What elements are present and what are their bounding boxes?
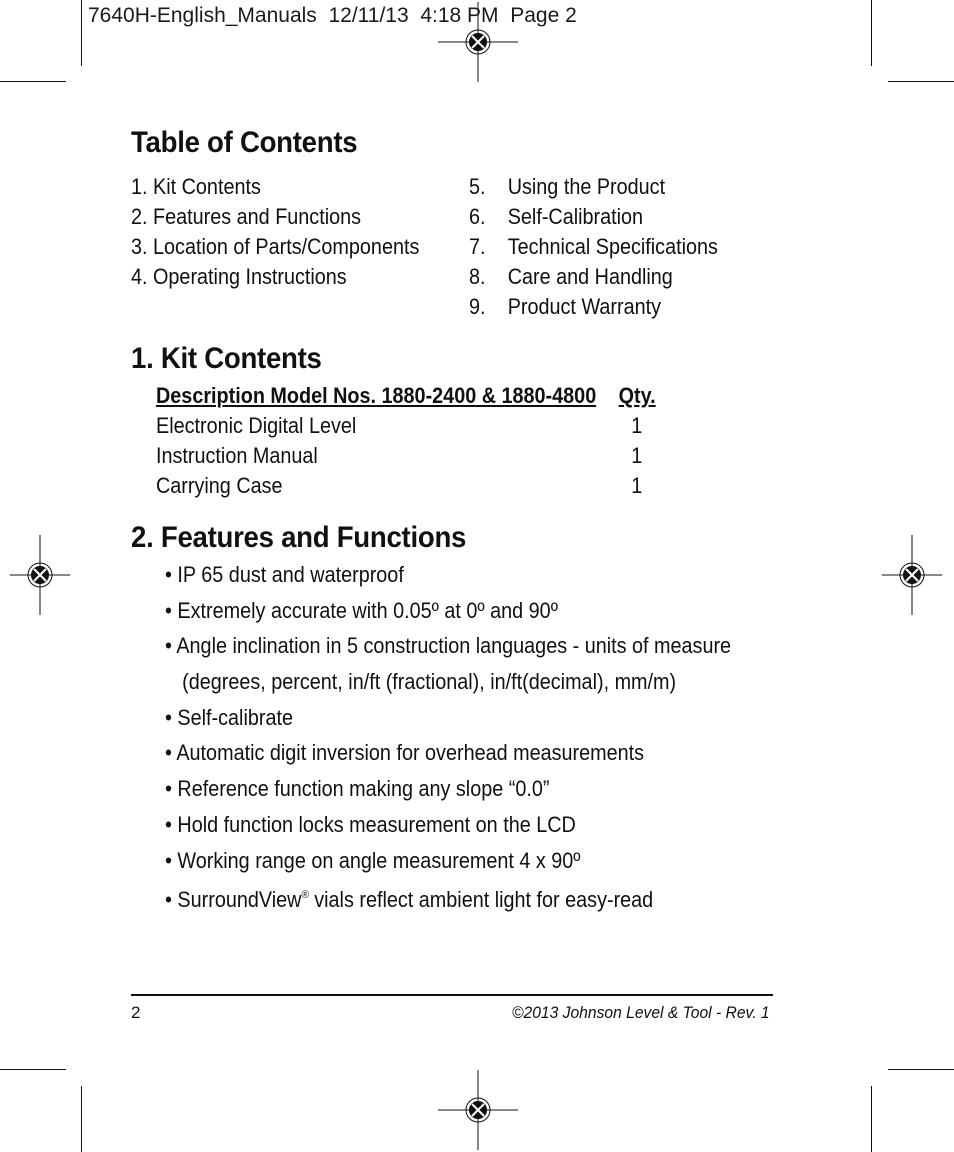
toc-item-number: 6. [469, 204, 486, 229]
list-item-continuation: (degrees, percent, in/ft (fractional), in/ft(decimal), mm/m) [182, 669, 677, 695]
list-item: • Working range on angle measurement 4 x 90º [165, 847, 581, 873]
toc-item: 4. Operating Instructions [131, 264, 347, 289]
crop-mark [81, 0, 82, 66]
features-list [165, 557, 731, 914]
toc-item-label: Technical Specifications [507, 234, 718, 259]
list-item: • Reference function making any slope “0.0” [165, 776, 550, 802]
toc-item-number: 8. [469, 264, 486, 289]
toc-item [469, 232, 718, 262]
list-item: • Hold function locks measurement on the LCD [165, 811, 576, 837]
list-item: • Angle inclination in 5 construction languages - units of measure [165, 633, 732, 659]
toc-item [469, 262, 718, 292]
registered-mark: ® [301, 889, 309, 902]
toc-item-number: 5. [469, 174, 486, 199]
crop-mark [888, 1069, 954, 1070]
toc-item: 3. Location of Parts/Components [131, 234, 420, 259]
toc-item-label: Self-Calibration [507, 204, 644, 229]
features-title: 2. Features and Functions [131, 521, 467, 554]
copyright: ©2013 Johnson Level & Tool - Rev. 1 [512, 1003, 770, 1022]
toc-item-number: 9. [469, 294, 486, 319]
page-number: 2 [131, 1003, 141, 1022]
registration-mark-icon [438, 1070, 518, 1150]
list-item: • Extremely accurate with 0.05º at 0º and 90º [165, 597, 558, 623]
crop-mark [0, 81, 66, 82]
kit-item-description: Carrying Case [156, 473, 283, 498]
list-item-text: • SurroundView [165, 887, 302, 913]
toc-left-column [131, 172, 419, 292]
kit-item-qty: 1 [631, 443, 643, 468]
kit-item-description: Instruction Manual [156, 443, 318, 468]
kit-item-description: Electronic Digital Level [156, 413, 357, 438]
crop-mark [871, 1086, 872, 1152]
toc-item [469, 172, 718, 202]
toc-item-label: Product Warranty [507, 294, 662, 319]
list-item-text: vials reflect ambient light for easy-read [308, 887, 654, 913]
kit-item-qty: 1 [631, 413, 643, 438]
registration-mark-icon [0, 535, 80, 615]
list-item: • IP 65 dust and waterproof [165, 562, 404, 587]
list-item [165, 878, 731, 914]
crop-mark [81, 1086, 82, 1152]
footer-rule [131, 994, 773, 996]
kit-item-qty: 1 [631, 473, 643, 498]
toc-item: 1. Kit Contents [131, 174, 261, 199]
list-item: • Automatic digit inversion for overhead measurements [165, 740, 645, 766]
kit-contents-title: 1. Kit Contents [131, 342, 322, 375]
toc-item-label: Care and Handling [507, 264, 673, 289]
toc-item-label: Using the Product [507, 174, 666, 199]
toc-item-number: 7. [469, 234, 486, 259]
kit-table-header [156, 381, 714, 411]
crop-mark [871, 0, 872, 66]
registration-mark-icon [872, 535, 952, 615]
toc-item: 2. Features and Functions [131, 204, 362, 229]
table-row [156, 411, 714, 441]
toc-right-column [469, 172, 718, 322]
print-slug: 7640H-English_Manuals 12/11/13 4:18 PM Page 2 [88, 4, 577, 27]
kit-header-description: Description Model Nos. 1880-2400 & 1880-4800 [156, 383, 597, 408]
crop-mark [0, 1069, 66, 1070]
kit-contents-table [156, 381, 714, 501]
registration-mark-icon [438, 2, 518, 82]
toc-title: Table of Contents [131, 126, 358, 159]
table-row [156, 471, 714, 501]
toc-item [469, 292, 718, 322]
list-item: • Self-calibrate [165, 704, 293, 730]
kit-header-qty: Qty. [618, 383, 656, 408]
table-row [156, 441, 714, 471]
crop-mark [888, 81, 954, 82]
toc-item [469, 202, 718, 232]
